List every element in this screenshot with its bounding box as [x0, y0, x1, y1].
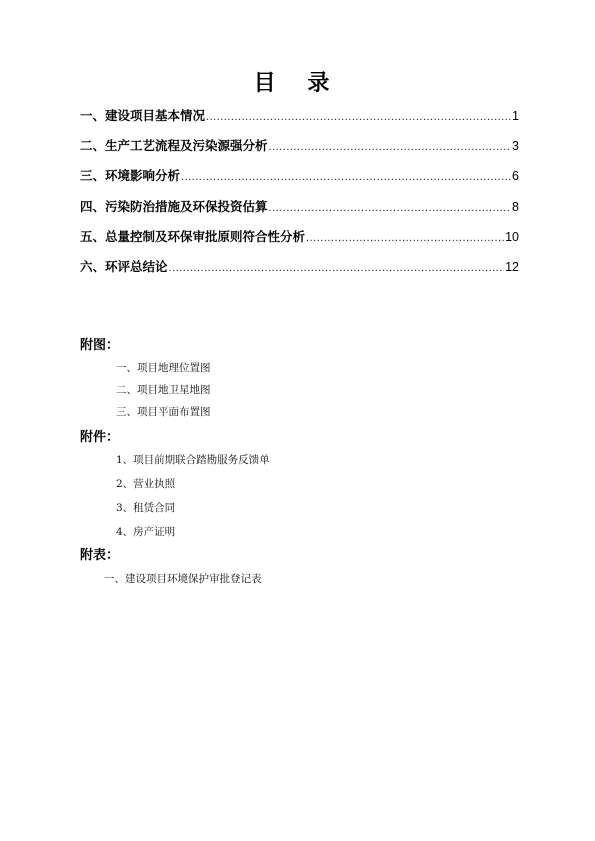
toc-entry-label: 四、污染防治措施及环保投资估算: [80, 198, 268, 214]
toc-entry-page: 1: [512, 109, 519, 123]
tables-section: [80, 546, 520, 566]
attachment-item: 4、房产证明: [116, 526, 176, 538]
toc-entry-label: 二、生产工艺流程及污染源强分析: [80, 138, 268, 154]
figure-item: 二、项目地卫星地图: [116, 384, 211, 396]
toc-leader-dots: [269, 136, 512, 158]
toc-entry[interactable]: [80, 256, 519, 286]
toc-entry-page: 6: [512, 169, 519, 184]
attachments-heading: 附件：: [80, 430, 120, 445]
toc-entry[interactable]: [80, 135, 519, 165]
toc-entry[interactable]: [80, 226, 519, 256]
toc-leader-dots: [269, 197, 512, 219]
attachments-section: [80, 428, 520, 448]
toc-entry[interactable]: [80, 165, 519, 195]
toc-leader-dots: [169, 257, 505, 279]
toc-entry-page: 10: [505, 229, 519, 244]
toc-entry-page: 8: [512, 199, 519, 214]
toc-entry-label: 六、环评总结论: [80, 258, 168, 274]
figures-section: [80, 336, 520, 356]
toc-entry[interactable]: [80, 196, 519, 226]
toc-leader-dots: [206, 106, 511, 128]
attachment-item: 1、项目前期联合踏勘服务反馈单: [116, 454, 270, 466]
page-title: 目 录: [253, 71, 342, 96]
table-item: 一、建设项目环境保护审批登记表: [104, 573, 262, 585]
tables-heading: 附表：: [80, 548, 120, 563]
toc-entry-label: 三、环境影响分析: [80, 168, 181, 184]
toc-entry-page: 3: [512, 139, 519, 154]
table-of-contents: [80, 105, 519, 286]
figure-item: 一、项目地理位置图: [116, 362, 211, 374]
toc-entry-label: 五、总量控制及环保审批原则符合性分析: [80, 228, 306, 244]
toc-entry-page: 12: [505, 259, 519, 274]
toc-entry[interactable]: [80, 105, 519, 135]
toc-entry-label: 一、建设项目基本情况: [80, 108, 206, 123]
figures-heading: 附图：: [80, 338, 120, 353]
attachment-item: 3、租赁合同: [116, 502, 176, 514]
toc-leader-dots: [306, 227, 504, 249]
toc-leader-dots: [181, 166, 511, 188]
attachment-item: 2、营业执照: [116, 478, 176, 490]
figure-item: 三、项目平面布置图: [116, 406, 211, 418]
